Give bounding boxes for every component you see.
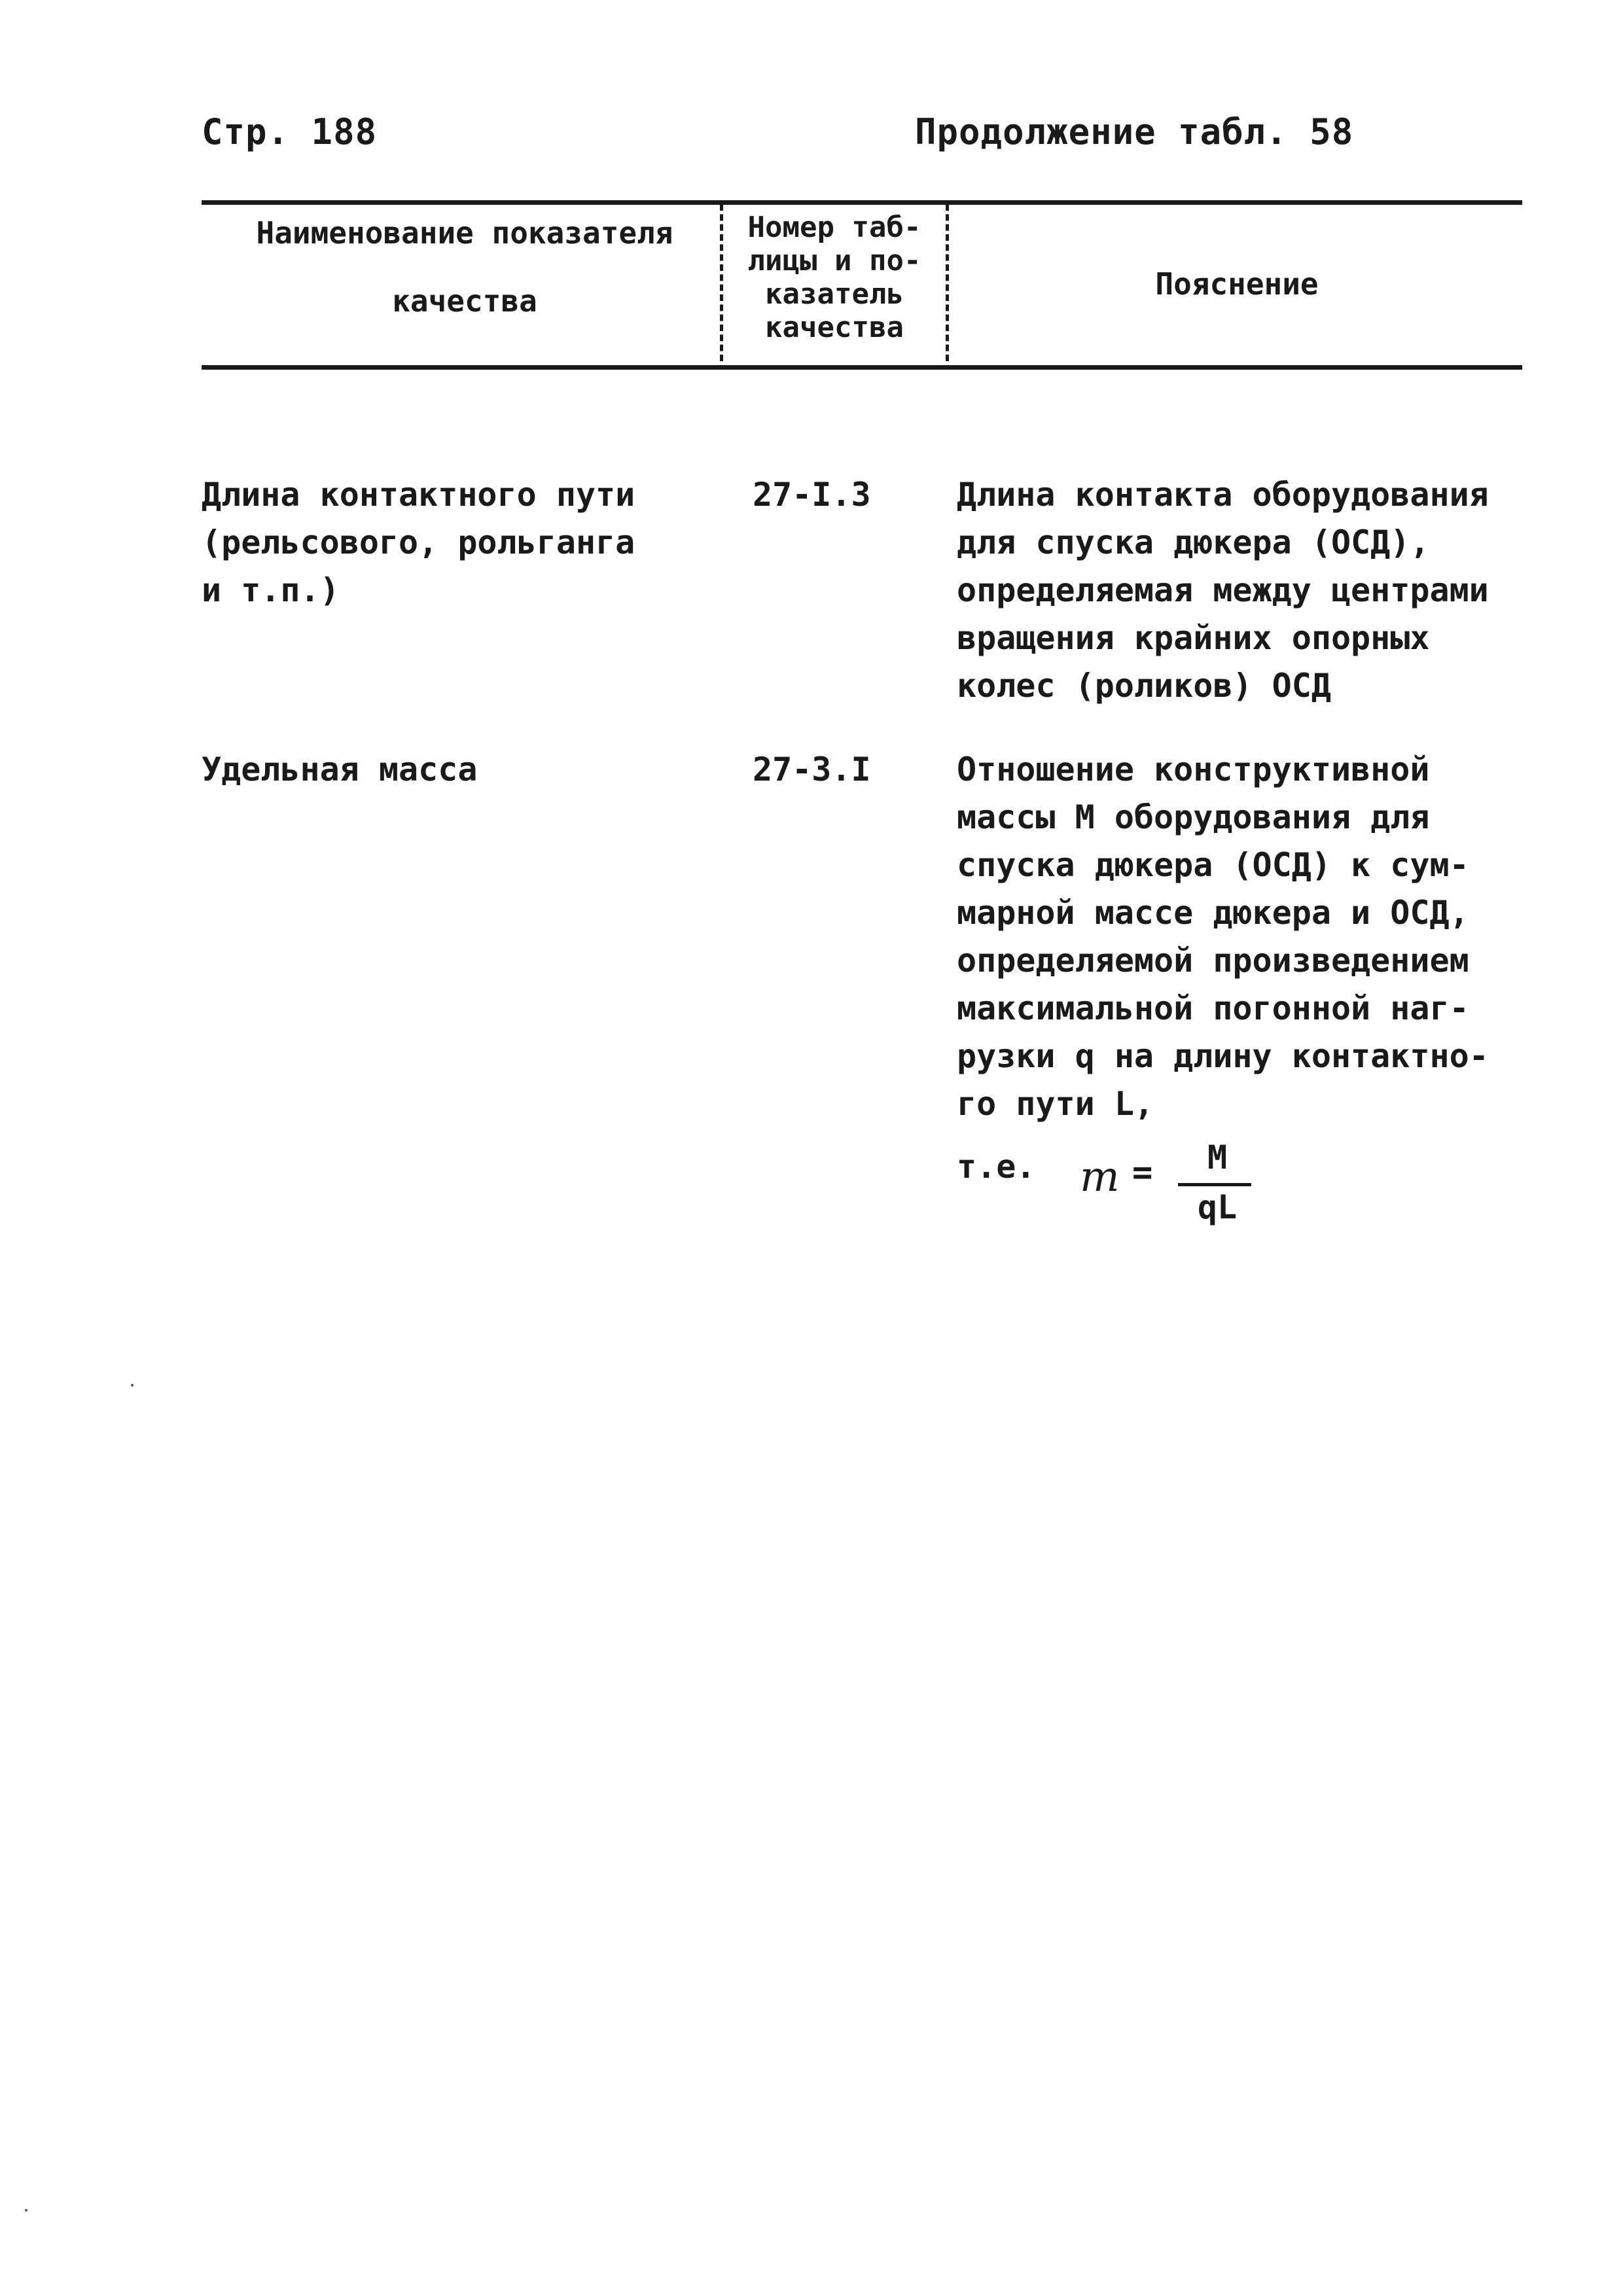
- row-1-explanation: Длина контакта оборудования для спуска дюкера (ОСД), определяемая между центрами вращения крайних опорных колес (роликов) ОСД: [957, 476, 1489, 705]
- table-header-rule: [202, 365, 1522, 370]
- column-header-name: Наименование показателя: [256, 215, 673, 251]
- column-separator: [946, 204, 949, 361]
- row-2-indicator-name: Удельная масса: [202, 751, 478, 788]
- row-2-indicator-number: 27-3.I: [753, 751, 871, 788]
- formula-denominator: qL: [1197, 1188, 1238, 1226]
- column-separator: [720, 204, 723, 361]
- formula-lhs: m: [1080, 1153, 1120, 1201]
- formula-equals: =: [1132, 1153, 1153, 1192]
- scan-speck: [131, 1384, 134, 1386]
- formula-lead-text: т.е.: [957, 1148, 1036, 1186]
- column-header-explanation: Пояснение: [1155, 266, 1319, 302]
- row-2-explanation: Отношение конструктивной массы M оборудования для спуска дюкера (ОСД) к сум- марной массе дюкера и ОСД, определяемой произведением максимальной погонной наг- рузки q на длину контактно- го пути L,: [957, 751, 1489, 1123]
- column-header-number: Номер таб- лицы и по- казатель качества: [747, 211, 921, 344]
- column-header-name-continued: качества: [392, 283, 537, 319]
- scan-speck: [25, 2209, 27, 2212]
- table-top-rule: [202, 200, 1522, 205]
- page-number: Стр. 188: [202, 111, 378, 152]
- formula-numerator: M: [1207, 1139, 1228, 1176]
- specific-mass-formula: [1080, 1139, 1250, 1276]
- fraction-bar: [1178, 1183, 1251, 1186]
- row-1-indicator-name: Длина контактного пути (рельсового, рольганга и т.п.): [202, 476, 635, 609]
- table-continuation-label: Продолжение табл. 58: [915, 111, 1354, 152]
- row-1-indicator-number: 27-I.3: [753, 476, 871, 514]
